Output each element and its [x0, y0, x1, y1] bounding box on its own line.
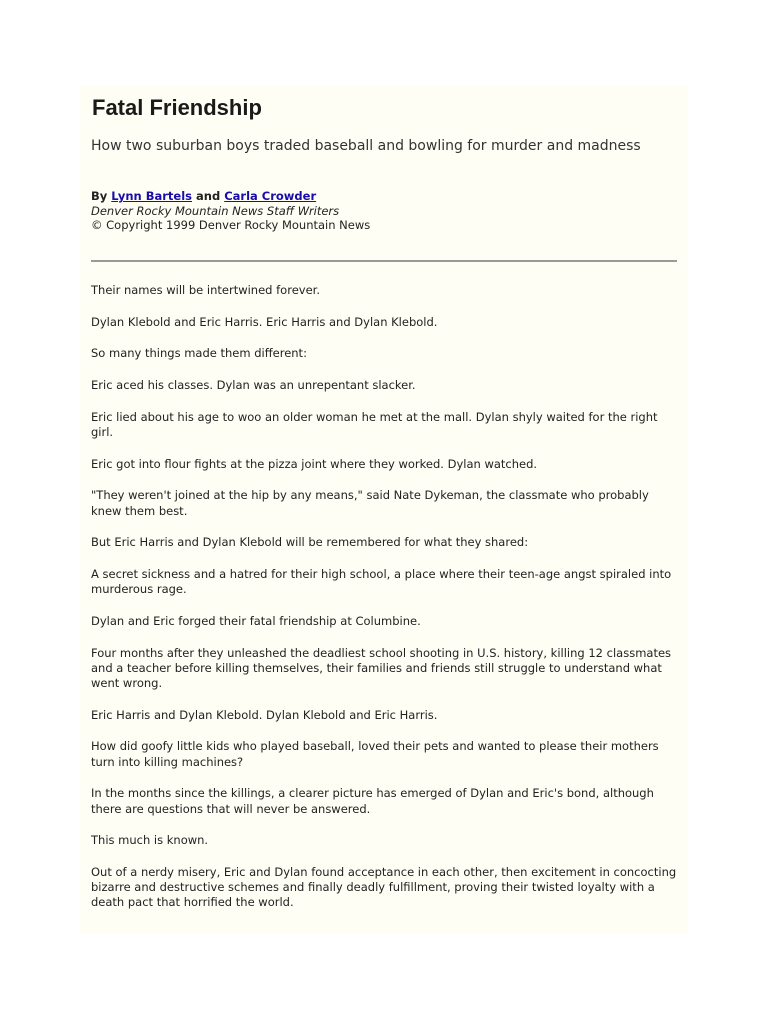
author-link-carla-crowder[interactable]: Carla Crowder [224, 189, 317, 203]
paragraph: How did goofy little kids who played baseball, loved their pets and wanted to please their mothers turn into killing machines? [91, 739, 659, 769]
paragraph: Out of a nerdy misery, Eric and Dylan found acceptance in each other, then excitement in concocting bizarre and destructive schemes and finally deadly fulfillment, proving their twisted loyalty with a death pact that horrified the world. [91, 864, 677, 910]
paragraph: This much is known. [91, 833, 209, 848]
paragraph: A secret sickness and a hatred for their high school, a place where their teen-age angst spiraled into murderous rage. [91, 567, 672, 597]
paragraph: So many things made them different: [91, 346, 307, 361]
paragraph: Eric aced his classes. Dylan was an unrepentant slacker. [91, 378, 416, 393]
paragraph: In the months since the killings, a clearer picture has emerged of Dylan and Eric's bond, although there are questions that will never be answered. [91, 786, 654, 816]
article-subtitle: How two suburban boys traded baseball and bowling for murder and madness [91, 138, 641, 154]
paragraph: Four months after they unleashed the deadliest school shooting in U.S. history, killing 12 classmates and a teacher before killing themselves, their families and friends still struggle to understand what went wrong. [91, 645, 672, 691]
copyright-notice: © Copyright 1999 Denver Rocky Mountain News [91, 218, 371, 232]
article-title: Fatal Friendship [92, 95, 262, 120]
byline [91, 189, 651, 233]
paragraph: Eric got into flour fights at the pizza joint where they worked. Dylan watched. [91, 456, 538, 471]
byline-authors [91, 189, 651, 204]
paragraph: But Eric Harris and Dylan Klebold will be remembered for what they shared: [91, 535, 529, 550]
header-divider [91, 260, 677, 262]
paragraph: "They weren't joined at the hip by any means," said Nate Dykeman, the classmate who probably knew them best. [91, 488, 649, 518]
article-body [91, 283, 681, 927]
paragraph: Eric lied about his age to woo an older woman he met at the mall. Dylan shyly waited for the right girl. [91, 409, 658, 440]
paragraph: Eric Harris and Dylan Klebold. Dylan Klebold and Eric Harris. [91, 707, 438, 722]
byline-staff: Denver Rocky Mountain News Staff Writers [91, 203, 340, 218]
byline-by: By [91, 189, 108, 203]
paragraph: Their names will be intertwined forever. [91, 283, 320, 297]
paragraph: Dylan and Eric forged their fatal friendship at Columbine. [91, 613, 421, 628]
paragraph: Dylan Klebold and Eric Harris. Eric Harris and Dylan Klebold. [91, 314, 438, 329]
author-link-lynn-bartels[interactable]: Lynn Bartels [111, 189, 192, 203]
byline-and: and [196, 189, 221, 203]
